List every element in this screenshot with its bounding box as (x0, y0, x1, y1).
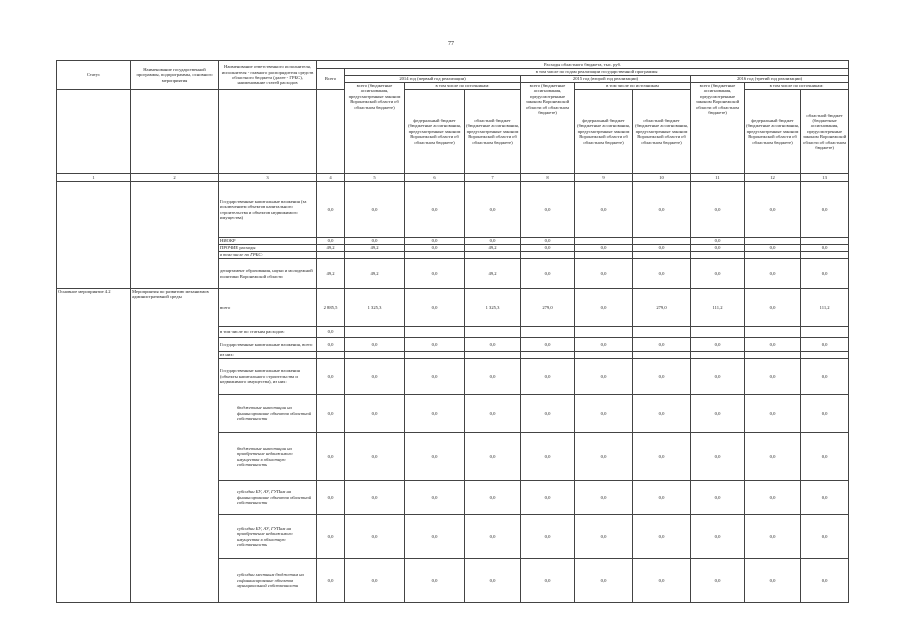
value-cell: 0,0 (345, 338, 405, 352)
column-number: 4 (317, 174, 345, 182)
value-cell: 0,0 (633, 245, 691, 252)
value-cell: 0,0 (801, 259, 849, 289)
header-executor: Наименование ответственного исполнителя, исполнителя - главного распорядителя средств областного бюджета (далее - ГРБС), наименование статей расходов (219, 61, 317, 90)
value-cell: 0,0 (317, 433, 345, 481)
value-cell: 0,0 (745, 359, 801, 395)
row-label: Государственные капитальные вложения (за исключением объектов капитального строительства и объектов недвижимого имущества) (219, 182, 317, 238)
value-cell: 0,0 (405, 289, 465, 327)
row-label: в том числе по ГРБС: (219, 252, 317, 259)
value-cell: 0,0 (465, 395, 521, 433)
header-2016-sources: в том числе по источникам: (745, 83, 849, 90)
value-cell: 0,0 (633, 359, 691, 395)
value-cell: 0,0 (521, 395, 575, 433)
value-cell: 0,0 (801, 559, 849, 603)
value-cell: 0,0 (801, 245, 849, 252)
value-cell: 0,0 (317, 238, 345, 245)
value-cell: 0,0 (405, 433, 465, 481)
header-2015-regional: областной бюджет (бюджетные ассигнования, предусмотренные законом Воронежской области об областном бюджете) (633, 90, 691, 174)
column-number: 10 (633, 174, 691, 182)
value-cell (745, 252, 801, 259)
value-cell: 0,0 (317, 327, 345, 338)
value-cell (465, 327, 521, 338)
value-cell (405, 352, 465, 359)
column-number: 1 (57, 174, 131, 182)
row-label: из них: (219, 352, 317, 359)
header-status: Статус (57, 61, 131, 90)
header-2016-federal: федеральный бюджет (бюджетные ассигнования, предусмотренные законом Воронежской области об областном бюджете) (745, 90, 801, 174)
value-cell: 0,0 (405, 182, 465, 238)
value-cell: 0,0 (633, 395, 691, 433)
header-2014-federal: федеральный бюджет (бюджетные ассигнования, предусмотренные законом Воронежской области об областном бюджете) (405, 90, 465, 174)
value-cell: 0,0 (317, 481, 345, 515)
value-cell: 0,0 (745, 182, 801, 238)
value-cell (801, 238, 849, 245)
value-cell (345, 327, 405, 338)
column-number: 11 (691, 174, 745, 182)
value-cell: 0,0 (745, 289, 801, 327)
value-cell: 2 885,5 (317, 289, 345, 327)
value-cell: 0,0 (801, 515, 849, 559)
row-label: департамент образования, науки и молодежной политики Воронежской области (219, 259, 317, 289)
value-cell: 0,0 (575, 481, 633, 515)
value-cell: 0,0 (405, 338, 465, 352)
value-cell: 0,0 (691, 338, 745, 352)
header-2015-federal: федеральный бюджет (бюджетные ассигнования, предусмотренные законом Воронежской области об областном бюджете) (575, 90, 633, 174)
value-cell: 0,0 (801, 359, 849, 395)
value-cell (801, 352, 849, 359)
header-year-2016: 2016 год (третий год реализации) (691, 76, 849, 83)
value-cell (465, 352, 521, 359)
value-cell: 0,0 (345, 182, 405, 238)
value-cell (345, 252, 405, 259)
budget-table (56, 60, 849, 603)
value-cell: 0,0 (633, 559, 691, 603)
value-cell: 0,0 (465, 238, 521, 245)
row-label: в том числе по статьям расходов: (219, 327, 317, 338)
value-cell: 0,0 (405, 245, 465, 252)
header-2014-sources: в том числе по источникам: (405, 83, 521, 90)
value-cell: 0,0 (691, 559, 745, 603)
value-cell: 0,0 (345, 515, 405, 559)
value-cell: 0,0 (405, 395, 465, 433)
value-cell: 0,0 (575, 433, 633, 481)
column-number: 7 (465, 174, 521, 182)
page-number: 77 (448, 41, 454, 47)
value-cell: 0,0 (521, 238, 575, 245)
value-cell: 0,0 (575, 359, 633, 395)
value-cell: 0,0 (345, 359, 405, 395)
row-label: субсидии БУ, АУ, ГУПам на финансирование объектов областной собственности (219, 481, 317, 515)
value-cell: 0,0 (521, 182, 575, 238)
column-number: 12 (745, 174, 801, 182)
value-cell: 0,0 (575, 395, 633, 433)
value-cell: 0,0 (575, 515, 633, 559)
value-cell: 0,0 (345, 481, 405, 515)
column-number-row (57, 174, 849, 182)
value-cell: 0,0 (345, 395, 405, 433)
value-cell: 49,2 (317, 259, 345, 289)
value-cell: 0,0 (633, 259, 691, 289)
value-cell: 0,0 (691, 433, 745, 481)
value-cell (521, 352, 575, 359)
value-cell (575, 327, 633, 338)
table-row (57, 289, 849, 327)
value-cell (575, 252, 633, 259)
value-cell: 0,0 (521, 559, 575, 603)
value-cell: 0,0 (745, 559, 801, 603)
value-cell: 49,2 (317, 245, 345, 252)
header-year-2014: 2014 год (первый год реализации) (345, 76, 521, 83)
header-by-years: в том числе по годам реализации государственной программы (345, 69, 849, 76)
value-cell (575, 238, 633, 245)
header-spacer (317, 90, 345, 174)
header-spacer (219, 90, 317, 174)
value-cell: 111,2 (691, 289, 745, 327)
value-cell (521, 252, 575, 259)
measure-name: Мероприятия по развитию механизмов административной среды (131, 289, 219, 603)
value-cell: 0,0 (801, 338, 849, 352)
value-cell: 49,2 (465, 259, 521, 289)
value-cell: 0,0 (465, 182, 521, 238)
row-label: всего (219, 289, 317, 327)
value-cell: 0,0 (575, 289, 633, 327)
value-cell: 0,0 (633, 515, 691, 559)
value-cell: 0,0 (575, 338, 633, 352)
value-cell: 0,0 (801, 182, 849, 238)
value-cell: 0,0 (633, 338, 691, 352)
value-cell: 49,2 (465, 245, 521, 252)
value-cell: 49,2 (345, 245, 405, 252)
row-label: субсидии местным бюджетам на софинансирование объектов муниципальной собственности (219, 559, 317, 603)
value-cell: 0,0 (317, 182, 345, 238)
value-cell: 0,0 (801, 481, 849, 515)
header-program-name: Наименование государственной программы, подпрограммы, основного мероприятия (131, 61, 219, 90)
value-cell (465, 252, 521, 259)
value-cell: 0,0 (465, 338, 521, 352)
value-cell (521, 327, 575, 338)
value-cell (317, 252, 345, 259)
value-cell: 0,0 (521, 338, 575, 352)
row-label: Государственные капитальные вложения (объекты капитального строительства и недвижимого имущества), из них: (219, 359, 317, 395)
row-label: НИОКР (219, 238, 317, 245)
value-cell (345, 352, 405, 359)
value-cell (633, 238, 691, 245)
value-cell (633, 252, 691, 259)
value-cell: 0,0 (633, 433, 691, 481)
row-label: бюджетные инвестиции на финансирование объектов областной собственности (219, 395, 317, 433)
value-cell: 0,0 (317, 559, 345, 603)
value-cell: 1 325,3 (345, 289, 405, 327)
value-cell (405, 252, 465, 259)
value-cell: 0,0 (691, 245, 745, 252)
column-number: 5 (345, 174, 405, 182)
value-cell: 0,0 (575, 182, 633, 238)
value-cell: 0,0 (575, 245, 633, 252)
value-cell: 0,0 (521, 515, 575, 559)
value-cell (801, 252, 849, 259)
column-number: 2 (131, 174, 219, 182)
column-number: 6 (405, 174, 465, 182)
value-cell: 0,0 (465, 481, 521, 515)
column-number: 8 (521, 174, 575, 182)
value-cell: 0,0 (405, 481, 465, 515)
table-row (57, 182, 849, 238)
value-cell: 0,0 (745, 481, 801, 515)
value-cell: 0,0 (317, 338, 345, 352)
value-cell: 0,0 (465, 359, 521, 395)
value-cell (745, 238, 801, 245)
value-cell: 0,0 (745, 515, 801, 559)
value-cell (745, 327, 801, 338)
value-cell: 0,0 (633, 481, 691, 515)
value-cell: 49,2 (345, 259, 405, 289)
row-label: ПРОЧИЕ расходы (219, 245, 317, 252)
value-cell: 0,0 (633, 182, 691, 238)
value-cell (745, 352, 801, 359)
value-cell: 279,0 (633, 289, 691, 327)
header-budget-expenses: Расходы областного бюджета, тыс. руб. (317, 61, 849, 69)
value-cell (691, 352, 745, 359)
value-cell: 0,0 (691, 259, 745, 289)
value-cell: 0,0 (521, 259, 575, 289)
value-cell: 0,0 (317, 395, 345, 433)
value-cell: 0,0 (745, 395, 801, 433)
status-cell-empty (57, 182, 131, 289)
header-2016-regional: областной бюджет (бюджетные ассигнования, предусмотренные законом Воронежской области об областном бюджете) (801, 90, 849, 174)
header-spacer (57, 90, 131, 174)
header-total: Всего (317, 69, 345, 90)
value-cell: 0,0 (691, 515, 745, 559)
value-cell: 0,0 (317, 359, 345, 395)
value-cell (405, 327, 465, 338)
value-cell: 0,0 (405, 559, 465, 603)
value-cell: 0,0 (801, 395, 849, 433)
value-cell: 0,0 (465, 559, 521, 603)
value-cell: 0,0 (575, 259, 633, 289)
value-cell: 0,0 (405, 259, 465, 289)
value-cell (317, 352, 345, 359)
value-cell: 0,0 (345, 238, 405, 245)
value-cell: 0,0 (345, 559, 405, 603)
value-cell (633, 327, 691, 338)
row-label: бюджетные инвестиции на приобретение недвижимого имущества в областную собственность (219, 433, 317, 481)
header-2014-total: всего (бюджетные ассигнования, предусмотренные законом Воронежской области об областном бюджете) (345, 83, 405, 174)
value-cell: 0,0 (745, 245, 801, 252)
column-number: 13 (801, 174, 849, 182)
value-cell: 0,0 (691, 359, 745, 395)
value-cell (633, 352, 691, 359)
row-label: субсидии БУ, АУ, ГУПам на приобретение недвижимого имущества в областную собственность (219, 515, 317, 559)
header-2015-total: всего (бюджетные ассигнования, предусмотренные законом Воронежской области об областном бюджете) (521, 83, 575, 174)
value-cell: 279,0 (521, 289, 575, 327)
header-2016-total: всего (бюджетные ассигнования, предусмотренные законом Воронежской области об областном бюджете) (691, 83, 745, 174)
value-cell (801, 327, 849, 338)
value-cell: 0,0 (317, 515, 345, 559)
value-cell: 0,0 (521, 481, 575, 515)
value-cell: 0,0 (405, 515, 465, 559)
value-cell: 0,0 (691, 182, 745, 238)
value-cell: 0,0 (801, 433, 849, 481)
value-cell: 0,0 (405, 359, 465, 395)
value-cell: 1 325,3 (465, 289, 521, 327)
value-cell: 0,0 (521, 433, 575, 481)
column-number: 9 (575, 174, 633, 182)
value-cell: 0,0 (745, 259, 801, 289)
value-cell: 0,0 (691, 481, 745, 515)
row-label: Государственные капитальные вложения, всего (219, 338, 317, 352)
header-year-2015: 2015 год (второй год реализации) (521, 76, 691, 83)
value-cell: 111,2 (801, 289, 849, 327)
header-spacer (131, 90, 219, 174)
value-cell: 0,0 (575, 559, 633, 603)
value-cell: 0,0 (405, 238, 465, 245)
header-2014-regional: областной бюджет (бюджетные ассигнования, предусмотренные законом Воронежской области об областном бюджете) (465, 90, 521, 174)
value-cell: 0,0 (691, 395, 745, 433)
column-number: 3 (219, 174, 317, 182)
value-cell: 0,0 (745, 433, 801, 481)
value-cell: 0,0 (345, 433, 405, 481)
value-cell: 0,0 (745, 338, 801, 352)
measure-status: Основное мероприятие 4.2 (57, 289, 131, 603)
program-cell-empty (131, 182, 219, 289)
value-cell (691, 327, 745, 338)
value-cell: 0,0 (691, 238, 745, 245)
value-cell: 0,0 (465, 433, 521, 481)
value-cell (575, 352, 633, 359)
header-2015-sources: в том числе по источникам (575, 83, 691, 90)
value-cell: 0,0 (521, 359, 575, 395)
value-cell (691, 252, 745, 259)
value-cell: 0,0 (465, 515, 521, 559)
value-cell: 0,0 (521, 245, 575, 252)
